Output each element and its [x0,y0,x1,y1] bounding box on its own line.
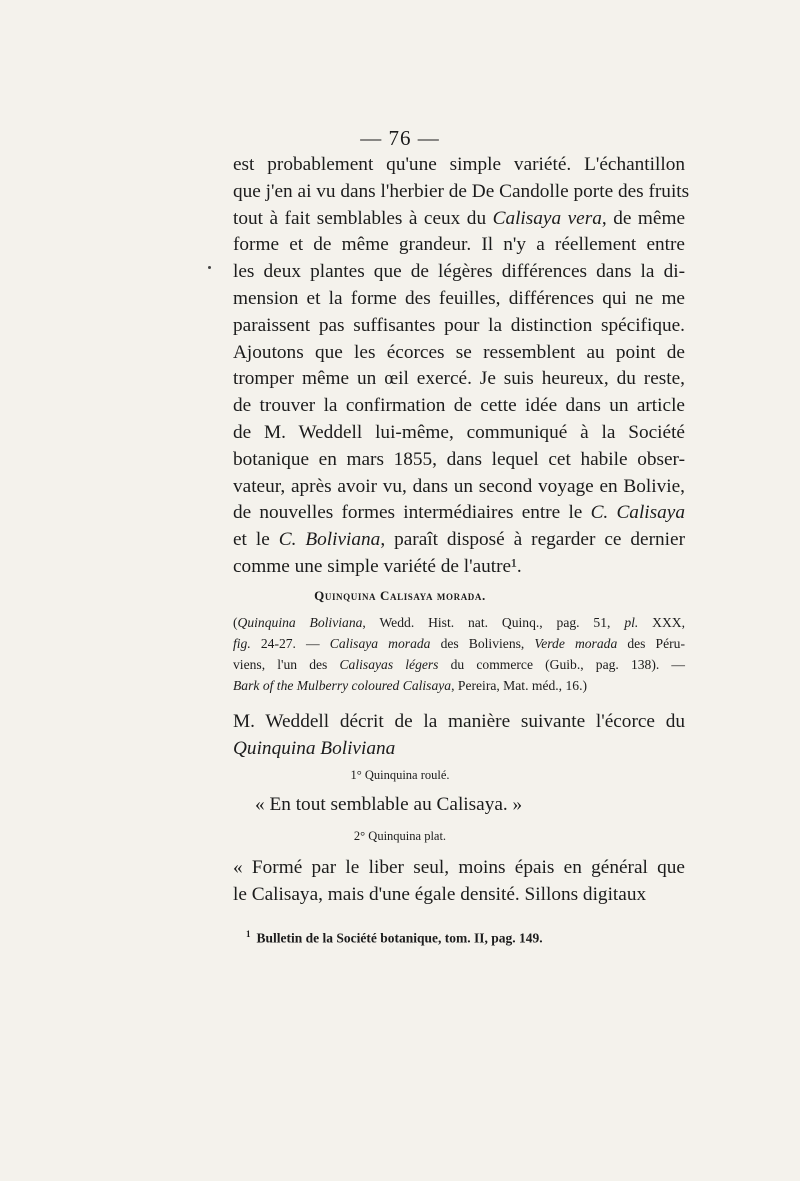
text-segment: botanique en mars 1855, dans lequel cet habile obser- [233,448,685,470]
text-line [233,633,685,654]
text-line [233,675,685,696]
text-segment: est probablement qu'une simple variété. L'échantillon [233,154,685,175]
text-line [233,366,685,393]
synonymy-block [233,612,685,696]
text-segment: comme une simple variété de l'autre¹. [233,555,522,577]
quote-rolled [255,792,685,819]
text-line [233,554,685,581]
text-segment: paraissent pas suffisantes pour la distinction spécifique. [233,314,685,336]
italic-segment: Calisaya vera [492,207,602,229]
italic-segment: pl. [624,615,639,630]
italic-segment: Verde morada [534,636,618,651]
text-segment: ( [233,615,238,630]
text-line [233,500,685,527]
text-segment: de M. Weddell lui-même, communiqué à la Société [233,421,685,443]
italic-segment: Quinquina Boliviana [237,615,363,630]
italic-segment: Calisayas légers [339,657,439,672]
footnote-text: Bulletin de la Société botanique, tom. II, pag. 149. [256,930,543,946]
text-line [233,420,685,447]
text-line [233,709,685,736]
text-segment: tromper même un œil exercé. Je suis heureux, du reste, [233,368,685,390]
text-segment: , de même [601,207,685,229]
text-line [233,654,685,675]
italic-segment: C. Calisaya [590,502,685,524]
italic-segment: fig. [233,636,251,651]
text-line [233,340,685,367]
text-segment: viens, l'un des [233,657,340,672]
subheading-flat: 2° Quinquina plat. [353,829,447,843]
text-line [233,259,685,286]
text-segment: mension et la forme des feuilles, différences qui ne me [233,287,685,309]
text-segment: , Pereira, Mat. méd., 16.) [451,678,587,693]
italic-segment: Quinquina Boliviana [233,737,396,759]
text-line [233,152,685,179]
text-line [233,232,685,259]
text-segment: tout à fait semblables à ceux du [233,207,493,229]
text-line [233,447,685,474]
text-segment: de trouver la confirmation de cette idée dans un article [233,395,685,417]
text-segment: , paraît disposé à regarder ce dernier [380,529,685,551]
italic-segment: Bark of the Mulberry coloured Calisaya [233,678,452,693]
text-segment: les deux plantes que de légères différences dans la di- [233,261,685,283]
text-segment: et le [233,529,279,551]
text-line [233,206,685,233]
italic-segment: Calisaya morada [329,636,431,651]
text-segment: Ajoutons que les écorces se ressemblent au point de [233,341,685,363]
text-segment: que j'en ai vu dans l'herbier de De Candolle porte des fruits [233,180,690,202]
text-segment: de nouvelles formes intermédiaires entre le [233,502,591,524]
text-line [233,179,690,206]
paragraph-3 [233,855,685,909]
text-line [233,393,685,420]
margin-mark [208,266,211,269]
text-segment: 24-27. — [250,636,330,651]
text-segment: des Boliviens, [430,636,535,651]
paragraph-2 [233,709,685,763]
text-segment: du commerce (Guib., pag. 138). — [438,657,686,672]
text-line [233,855,685,882]
text-line [233,882,685,909]
paragraph-1 [233,152,690,581]
text-segment: vateur, après avoir vu, dans un second voyage en Bolivie, [233,475,685,497]
text-segment: forme et de même grandeur. Il n'y a réellement entre [233,234,685,256]
text-segment: XXX, [638,615,686,630]
text-line [233,286,685,313]
text-segment: « Formé par le liber seul, moins épais en général que [233,857,685,878]
footnote [246,929,686,947]
text-segment: M. Weddell décrit de la manière suivante l'écorce du [233,711,685,732]
italic-segment: C. Boliviana [278,529,381,551]
text-line [233,612,685,633]
text-line [233,736,685,763]
footnote-marker: 1 [246,929,251,939]
section-heading: Quinquina Calisaya morada. [314,588,486,603]
page-number: — 76 — [360,126,440,150]
text-line [233,313,685,340]
text-segment: des Péru- [617,636,686,651]
text-segment: , Wedd. Hist. nat. Quinq., pag. 51, [362,615,625,630]
subheading-rolled: 1° Quinquina roulé. [350,768,450,782]
text-line [233,474,685,501]
text-line [233,527,685,554]
text-segment: le Calisaya, mais d'une égale densité. Sillons digitaux [233,883,647,905]
quote-line: « En tout semblable au Calisaya. » [255,794,523,815]
